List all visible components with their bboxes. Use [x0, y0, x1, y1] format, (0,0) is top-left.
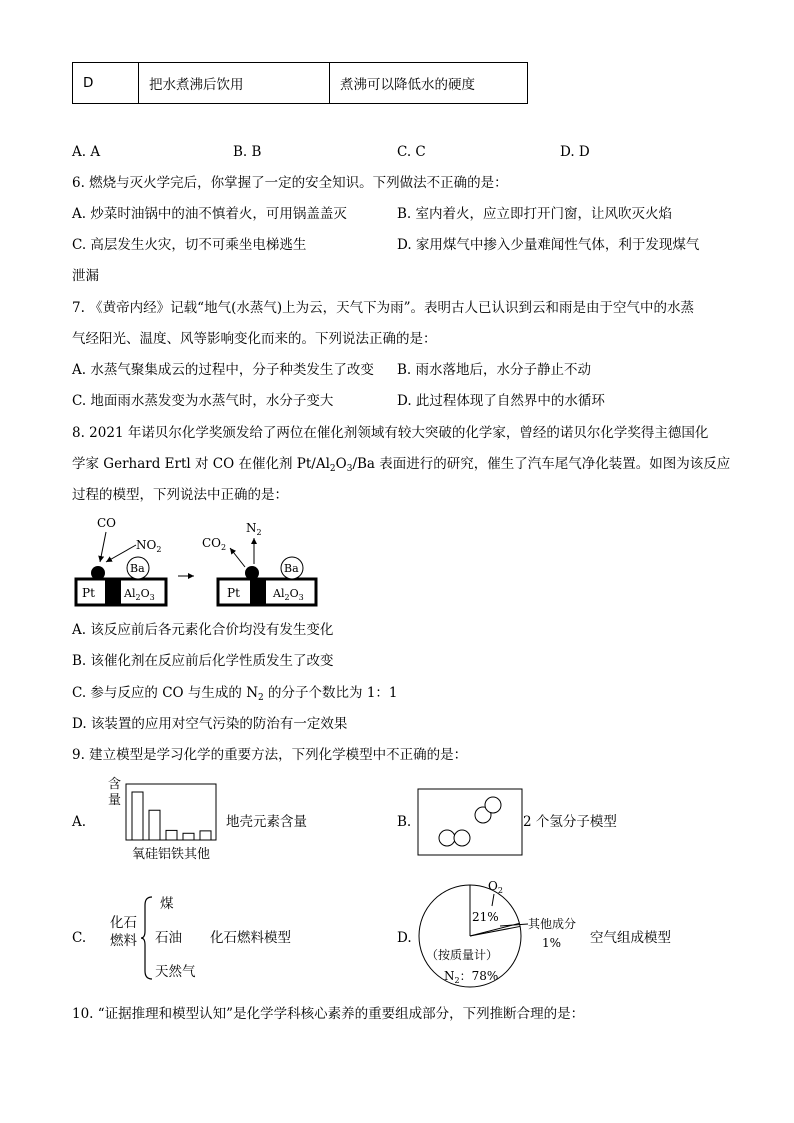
q8-stem-line1: 8. 2021 年诺贝尔化学奖颁发给了两位在催化剂领域有较大突破的化学家，曾经的诺贝尔化学奖得主德国化: [72, 425, 709, 441]
pt-label: Pt: [82, 586, 95, 600]
catalyst-reaction-diagram: [70, 512, 330, 612]
chart-bar-0: [132, 792, 143, 840]
table-cell-practice: 把水煮沸后饮用: [139, 63, 330, 104]
chart-bar-4: [200, 831, 211, 840]
catalyst-divider: [250, 579, 266, 605]
fossil-group-label: 化石 燃料: [110, 915, 137, 949]
pt-atom: [245, 566, 259, 580]
q7-option-c: C. 地面雨水蒸发变为水蒸气时，水分子变大: [72, 393, 334, 409]
h-atom: [485, 797, 501, 813]
q5-option-d: D. D: [560, 144, 590, 160]
q5-option-b: B. B: [233, 144, 262, 160]
catalyst-after: [202, 521, 316, 605]
catalyst-before: [76, 516, 166, 605]
q6-option-d: D. 家用煤气中掺入少量难闻性气体，利于发现煤气: [397, 237, 700, 253]
o2-label: $O_2$: [488, 879, 503, 895]
q9-option-a-letter: A.: [72, 814, 87, 830]
q8-stem-line2: 学家 Gerhard Ertl 对 CO 在催化剂 $Pt/Al_2O_3/Ba$ 表面进行的研究，催生了汽车尾气净化装置。如图为该反应: [72, 456, 731, 474]
al2o3-label: $Al_2O_3$: [124, 587, 155, 602]
q6-stem: 6. 燃烧与灭火学完后，你掌握了一定的安全知识。下列做法不正确的是：: [72, 175, 508, 191]
n2-label: $N_2$: [246, 521, 262, 537]
q6-option-c: C. 高层发生火灾，切不可乘坐电梯逃生: [72, 237, 307, 253]
q8-option-b: B. 该催化剂在反应前后化学性质发生了改变: [72, 653, 334, 669]
q9-option-a-caption: 地壳元素含量: [226, 814, 307, 830]
chart-bar-3: [183, 833, 194, 840]
table-cell-explanation: 煮沸可以降低水的硬度: [330, 63, 528, 104]
n2-label: $N_2$：78%: [444, 969, 499, 985]
q9-option-d-letter: D.: [397, 930, 412, 946]
ba-label: Ba: [130, 562, 145, 575]
hydrogen-molecule-model: [417, 788, 525, 858]
chart-xlabels: 氧硅铝铁其他: [132, 847, 211, 862]
ba-label: Ba: [284, 562, 299, 575]
chart-bar-1: [149, 810, 160, 840]
catalyst-divider: [105, 579, 121, 605]
brace-icon: [140, 895, 154, 981]
chart-bar-2: [166, 830, 177, 840]
q6-option-a: A. 炒菜时油锅中的油不慎着火，可用锅盖盖灭: [72, 206, 347, 222]
model-frame: [418, 789, 522, 855]
chart-ylabel-2: 量: [108, 793, 122, 808]
q7-option-d: D. 此过程体现了自然界中的水循环: [397, 393, 605, 409]
q10-stem: 10. “证据推理和模型认知”是化学学科核心素养的重要组成部分，下列推断合理的是：: [72, 1006, 585, 1022]
fossil-item-gas: 天然气: [155, 964, 196, 980]
crust-element-bar-chart: [104, 772, 224, 864]
answer-table: [72, 62, 528, 104]
h-atom: [439, 830, 455, 846]
q8-option-a: A. 该反应前后各元素化合价均没有发生变化: [72, 622, 334, 638]
q5-option-c: C. C: [397, 144, 426, 160]
co2-arrow: [230, 548, 245, 567]
q7-option-b: B. 雨水落地后，水分子静止不动: [397, 362, 592, 378]
pt-label: Pt: [227, 586, 240, 600]
q7-stem-line2: 气经阳光、温度、风等影响变化而来的。下列说法正确的是：: [72, 331, 437, 347]
q6-option-d-cont: 泄漏: [72, 268, 99, 284]
other-label: 其他成分: [528, 917, 577, 931]
pct21-label: 21%: [472, 910, 499, 924]
q5-option-a: A. A: [72, 144, 101, 160]
q7-option-a: A. 水蒸气聚集成云的过程中，分子种类发生了改变: [72, 362, 374, 378]
q7-stem-line1: 7. 《黄帝内经》记载“地气(水蒸气)上为云，天气下为雨”。表明古人已认识到云和雨是由于空气中的水蒸: [72, 300, 695, 316]
mass-basis-label: （按质量计）: [426, 948, 499, 962]
q8-option-d: D. 该装置的应用对空气污染的防治有一定效果: [72, 716, 348, 732]
al2o3-label: $Al_2O_3$: [273, 587, 304, 602]
no2-label: $NO_2$: [136, 538, 162, 554]
q8-stem-line3: 过程的模型，下列说法中正确的是：: [72, 487, 288, 503]
co2-label: $CO_2$: [202, 536, 227, 552]
q9-option-c-letter: C.: [72, 930, 87, 946]
co-arrow: [100, 532, 106, 562]
chart-bars: [132, 792, 211, 840]
q9-option-c-caption: 化石燃料模型: [210, 930, 291, 946]
other-pct-label: 1%: [542, 936, 562, 950]
q9-option-b-caption: 2 个氢分子模型: [523, 814, 617, 830]
q9-option-d-caption: 空气组成模型: [590, 930, 671, 946]
fossil-item-coal: 煤: [160, 896, 174, 912]
pt-atom: [91, 566, 105, 580]
q8-option-c: C. 参与反应的 CO 与生成的 $N_2$ 的分子个数比为 1：1: [72, 685, 398, 703]
q9-stem: 9. 建立模型是学习化学的重要方法，下列化学模型中不正确的是：: [72, 747, 468, 763]
table-cell-letter: D: [73, 63, 139, 104]
co-label: CO: [97, 516, 117, 530]
h-atom: [454, 830, 470, 846]
air-composition-pie-chart: [418, 874, 594, 990]
q6-option-b: B. 室内着火，应立即打开门窗，让风吹灭火焰: [397, 206, 673, 222]
table-row: [73, 63, 528, 104]
q9-option-b-letter: B.: [397, 814, 412, 830]
fossil-item-oil: 石油: [155, 930, 182, 946]
chart-ylabel-1: 含: [108, 777, 122, 792]
